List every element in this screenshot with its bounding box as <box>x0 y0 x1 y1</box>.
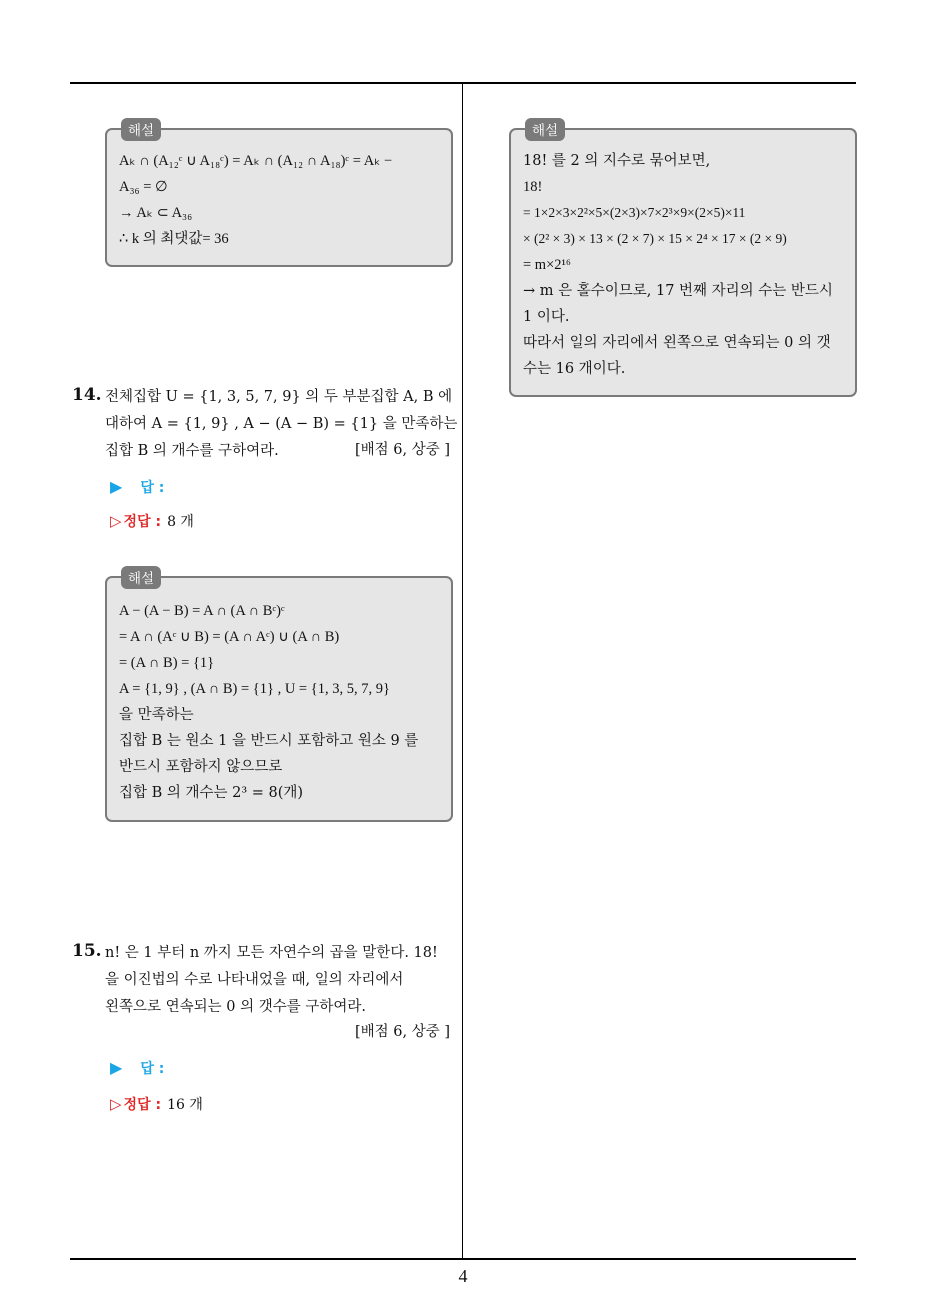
column-divider <box>462 83 463 1259</box>
solution-line: ∴ k 의 최댓값= 36 <box>119 231 229 247</box>
solution-line: 18! 를 2 의 지수로 묶어보면, <box>523 153 711 169</box>
solution-line: = m×2¹⁶ <box>523 257 571 273</box>
question-line: 을 이진법의 수로 나타내었을 때, 일의 자리에서 <box>105 972 404 988</box>
solution-line: 수는 16 개이다. <box>523 361 626 377</box>
solution-line: = A ∩ (Aᶜ ∪ B) = (A ∩ Aᶜ) ∪ (A ∩ B) <box>119 629 340 645</box>
solution-line: 반드시 포함하지 않으므로 <box>119 759 283 775</box>
solution-body <box>523 148 845 382</box>
solution-line: 18! <box>523 179 543 195</box>
correct-arrow-icon: ▷ <box>110 1095 122 1113</box>
question-text-15 <box>105 940 438 1021</box>
solution-line: = (A ∩ B) = {1} <box>119 655 215 671</box>
correct-value: 8 개 <box>167 514 194 530</box>
solution-line: × (2² × 3) × 13 × (2 × 7) × 15 × 2⁴ × 17 × (2 × 9) <box>523 231 787 246</box>
correct-label: 정답 : <box>123 514 162 530</box>
solution-box-13 <box>105 123 453 267</box>
correct-answer-row-15 <box>110 1094 203 1114</box>
correct-arrow-icon: ▷ <box>110 512 122 530</box>
solution-line: 을 만족하는 <box>119 707 194 723</box>
question-line: 대하여 A = {1, 9} , A − (A − B) = {1} 을 만족하는 <box>105 416 458 432</box>
page-number: 4 <box>458 1266 468 1286</box>
answer-row-14[interactable] <box>110 477 164 497</box>
bottom-rule <box>70 1258 856 1260</box>
answer-label: 답 : <box>140 1061 165 1077</box>
solution-tag: 해설 <box>121 118 161 141</box>
solution-line: 따라서 일의 자리에서 왼쪽으로 연속되는 0 의 갯 <box>523 335 831 351</box>
solution-line: 집합 B 의 개수는 2³ = 8(개) <box>119 785 304 801</box>
solution-line: Aₖ ∩ (A₁₂ᶜ ∪ A₁₈ᶜ) = Aₖ ∩ (A₁₂ ∩ A₁₈)ᶜ = Aₖ − <box>119 153 393 169</box>
question-line: 왼쪽으로 연속되는 0 의 갯수를 구하여라. <box>105 999 366 1015</box>
answer-row-15[interactable] <box>110 1058 164 1078</box>
score-label-14: [배점 6, 상중 ] <box>355 442 451 458</box>
solution-line: A = {1, 9} , (A ∩ B) = {1} , U = {1, 3, 5, 7, 9} <box>119 681 390 697</box>
solution-line: 집합 B 는 원소 1 을 반드시 포함하고 원소 9 를 <box>119 733 419 749</box>
answer-label: 답 : <box>140 480 165 496</box>
solution-line: 1 이다. <box>523 309 570 325</box>
question-line: n! 은 1 부터 n 까지 모든 자연수의 곱을 말한다. 18! <box>105 945 438 961</box>
answer-arrow-icon: ▶ <box>110 477 123 496</box>
score-label-15: [배점 6, 상중 ] <box>355 1024 451 1040</box>
answer-arrow-icon: ▶ <box>110 1058 123 1077</box>
solution-line: → Aₖ ⊂ A₃₆ <box>119 205 193 221</box>
question-line: 집합 B 의 개수를 구하여라. <box>105 443 279 459</box>
solution-line: = 1×2×3×2²×5×(2×3)×7×2³×9×(2×5)×11 <box>523 205 746 220</box>
correct-answer-row-14 <box>110 511 194 531</box>
question-number-14: 14. <box>72 385 102 405</box>
solution-line: A₃₆ = ∅ <box>119 179 168 195</box>
solution-box-14 <box>105 571 453 822</box>
question-number-15: 15. <box>72 941 102 961</box>
solution-line: → m 은 홀수이므로, 17 번째 자리의 수는 반드시 <box>523 283 833 299</box>
correct-value: 16 개 <box>167 1097 203 1113</box>
solution-line: A − (A − B) = A ∩ (A ∩ Bᶜ)ᶜ <box>119 603 285 619</box>
question-line: 전체집합 U = {1, 3, 5, 7, 9} 의 두 부분집합 A, B 에 <box>105 389 453 405</box>
solution-tag: 해설 <box>121 566 161 589</box>
solution-box-15 <box>509 123 857 397</box>
correct-label: 정답 : <box>123 1097 162 1113</box>
solution-body <box>119 598 441 806</box>
solution-tag: 해설 <box>525 118 565 141</box>
solution-body <box>119 148 441 252</box>
